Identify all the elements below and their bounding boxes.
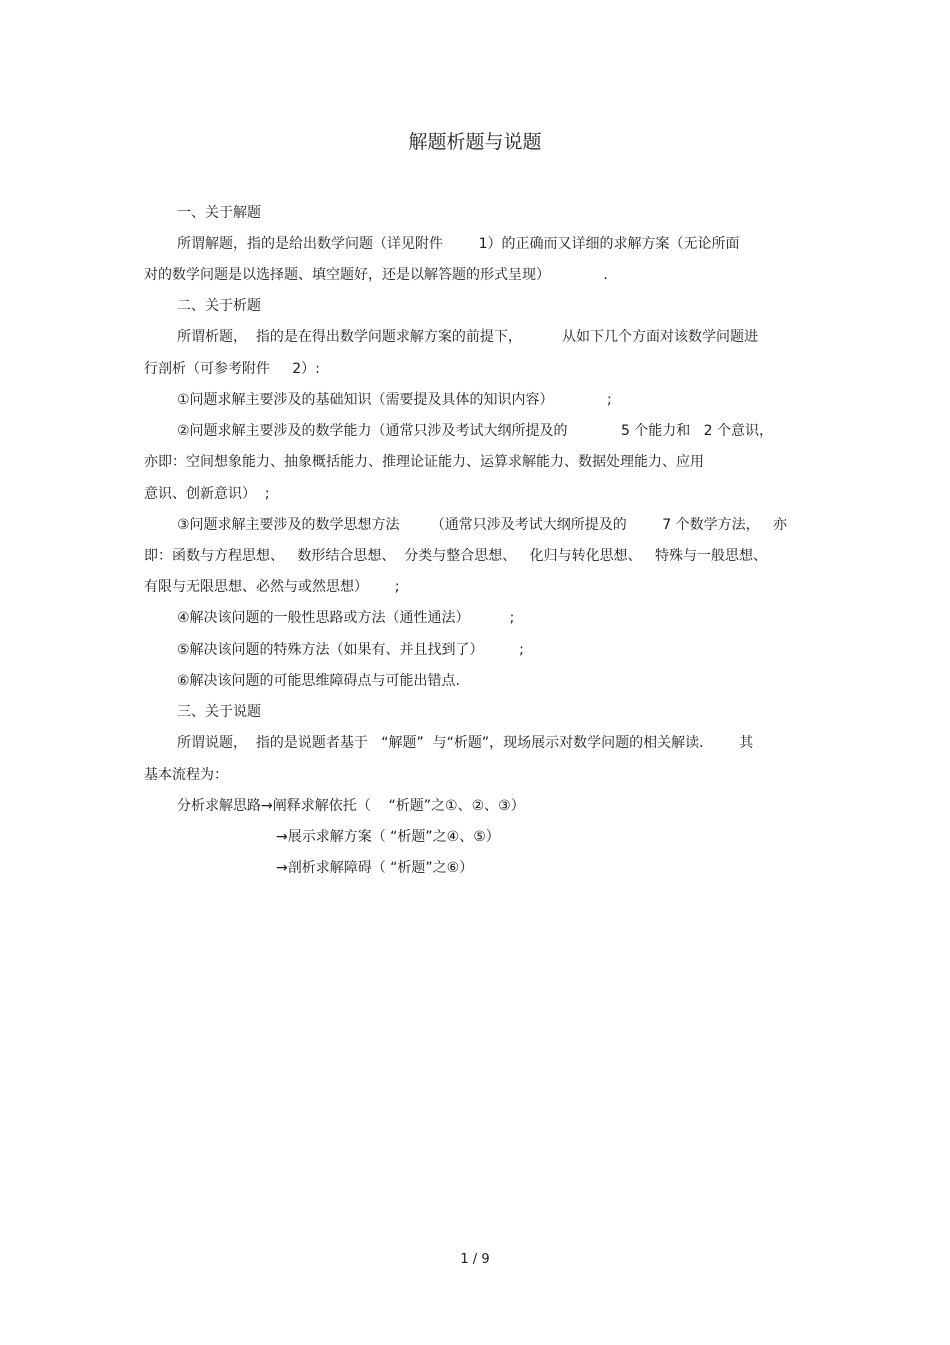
list-item: ③问题求解主要涉及的数学思想方法 （通常只涉及考试大纲所提及的 7 个数学方法， 亦: [177, 517, 788, 533]
flow-step: 分析求解思路→阐释求解依托（ “析题”之①、②、③）: [177, 798, 525, 814]
section-heading-3: 三、关于说题: [177, 704, 261, 720]
paragraph-line: 行剖析（可参考附件 2）:: [144, 361, 320, 377]
paragraph-line: 所谓析题， 指的是在得出数学问题求解方案的前提下， 从如下几个方面对该数学问题进: [177, 329, 758, 345]
paragraph-line: 所谓说题， 指的是说题者基于 “解题” 与“析题”，现场展示对数学问题的相关解读. 其: [177, 735, 754, 751]
paragraph-line: 意识、创新意识） ;: [144, 486, 270, 502]
list-item: ②问题求解主要涉及的数学能力（通常只涉及考试大纲所提及的 5 个能力和 2 个意识，: [177, 423, 774, 439]
section-heading-1: 一、关于解题: [177, 205, 261, 221]
page-number: 1 / 9: [460, 1252, 490, 1267]
paragraph-line: 亦即：空间想象能力、抽象概括能力、推理论证能力、运算求解能力、数据处理能力、应用: [144, 454, 704, 470]
list-item: ④解决该问题的一般性思路或方法（通性通法） ;: [177, 610, 515, 626]
paragraph-line: 即：函数与方程思想、 数形结合思想、 分类与整合思想、 化归与转化思想、 特殊与一般思想、: [144, 548, 767, 564]
flow-step: →展示求解方案（ “析题”之④、⑤）: [276, 829, 500, 845]
flow-step: →剖析求解障碍（ “析题”之⑥）: [276, 860, 474, 876]
list-item: ⑤解决该问题的特殊方法（如果有、并且找到了） ;: [177, 642, 524, 658]
paragraph-line: 有限与无限思想、必然与或然思想） ;: [144, 579, 400, 595]
paragraph-line: 所谓解题，指的是给出数学问题（详见附件 1）的正确而又详细的求解方案（无论所面: [177, 236, 740, 252]
section-heading-2: 二、关于析题: [177, 298, 261, 314]
list-item: ⑥解决该问题的可能思维障碍点与可能出错点.: [177, 673, 460, 689]
list-item: ①问题求解主要涉及的基础知识（需要提及具体的知识内容） ;: [177, 392, 612, 408]
paragraph-line: 基本流程为：: [144, 767, 228, 783]
paragraph-line: 对的数学问题是以选择题、填空题好，还是以解答题的形式呈现） .: [144, 267, 608, 283]
document-title: 解题析题与说题: [408, 131, 542, 153]
